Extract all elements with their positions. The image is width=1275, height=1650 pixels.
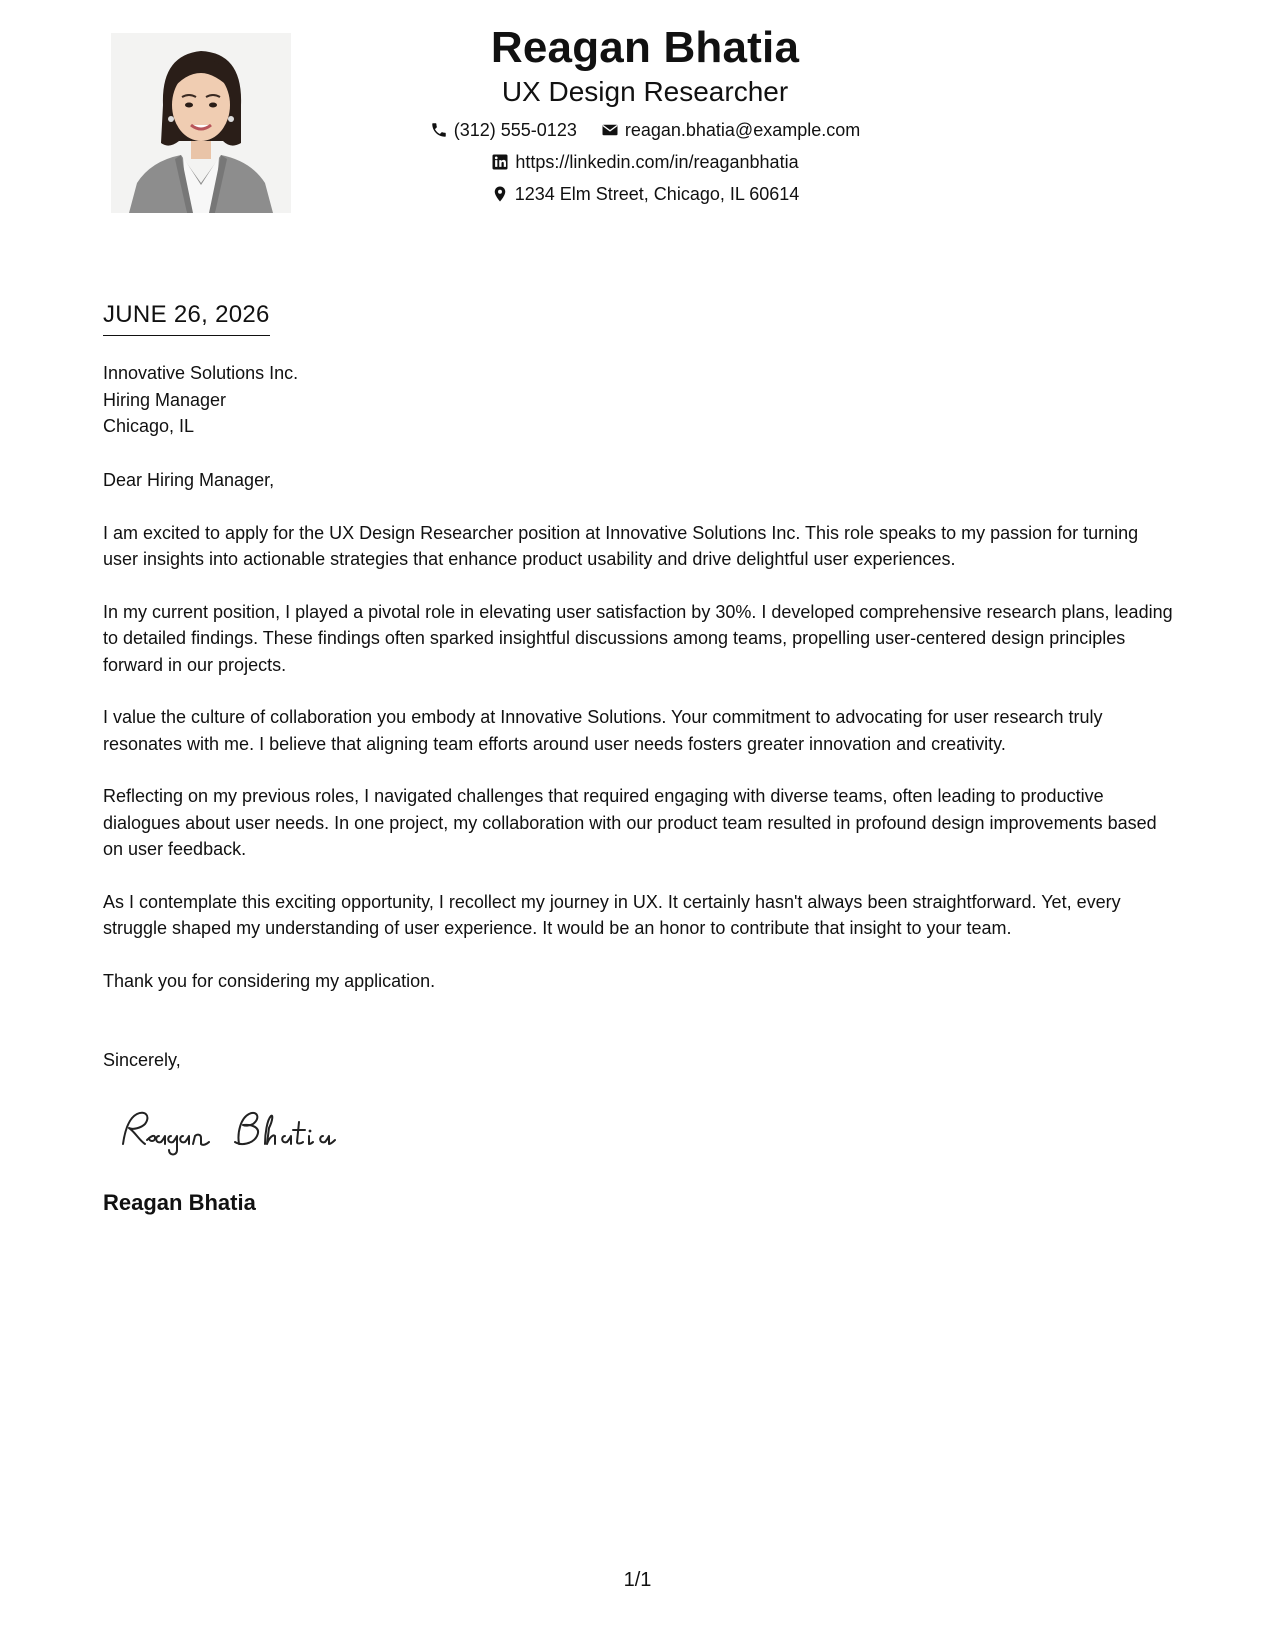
email-address[interactable]: reagan.bhatia@example.com (624, 120, 861, 140)
letter-date: JUNE 26, 2026 (103, 299, 270, 336)
header (330, 20, 960, 204)
signer-name: Reagan Bhatia (103, 1190, 256, 1215)
applicant-name: Reagan Bhatia (490, 23, 800, 72)
recipient-location: Chicago, IL (103, 416, 195, 436)
salutation: Dear Hiring Manager, (103, 470, 275, 490)
phone-number[interactable]: (312) 555-0123 (453, 120, 577, 140)
recipient-contact: Hiring Manager (103, 389, 227, 410)
envelope-icon (601, 121, 619, 139)
handwritten-signature (115, 1100, 375, 1160)
contact-row-address (330, 184, 960, 204)
applicant-title: UX Design Researcher (501, 76, 789, 107)
profile-photo (111, 33, 291, 213)
recipient-block (103, 360, 298, 440)
portrait-photo (111, 33, 291, 213)
street-address: 1234 Elm Street, Chicago, IL 60614 (514, 184, 800, 204)
paragraph: Thank you for considering my application. (103, 970, 436, 991)
linkedin-link[interactable]: https://linkedin.com/in/reaganbhatia (515, 152, 799, 172)
paragraph: In my current position, I played a pivotal role in elevating user satisfaction by 30%. I developed comprehensive research plans, leading to detailed findings. These findings often sparked insightful discussions among teams, propelling user-centered design principles forward in our projects. (103, 601, 1173, 675)
contact-row-linkedin (330, 152, 960, 172)
letter-body (103, 467, 1173, 1020)
paragraph: Reflecting on my previous roles, I navigated challenges that required engaging with diverse teams, often leading to productive dialogues about user needs. In one project, my collaboration with our product team resulted in profound design improvements based on user feedback. (103, 786, 1157, 859)
paragraph: As I contemplate this exciting opportunity, I recollect my journey in UX. It certainly hasn't always been straightforward. Yet, every struggle shaped my understanding of user experience. It would be an honor to contribute that insight to your team. (103, 891, 1121, 938)
paragraph: I am excited to apply for the UX Design Researcher position at Innovative Solutions Inc. This role speaks to my passion for turning user insights into actionable strategies that enhance product usability and drive delightful user experiences. (103, 522, 1139, 569)
contact-row-phone-email (330, 120, 960, 140)
phone-icon (430, 121, 448, 139)
linkedin-icon (491, 153, 509, 171)
recipient-company: Innovative Solutions Inc. (103, 363, 299, 383)
map-pin-icon (491, 185, 509, 203)
page-number: 1/1 (623, 1569, 652, 1591)
paragraph: I value the culture of collaboration you embody at Innovative Solutions. Your commitment to advocating for user research truly resonates with me. I believe that aligning team efforts around user needs fosters greater innovation and creativity. (103, 707, 1103, 754)
closing: Sincerely, (103, 1050, 181, 1070)
